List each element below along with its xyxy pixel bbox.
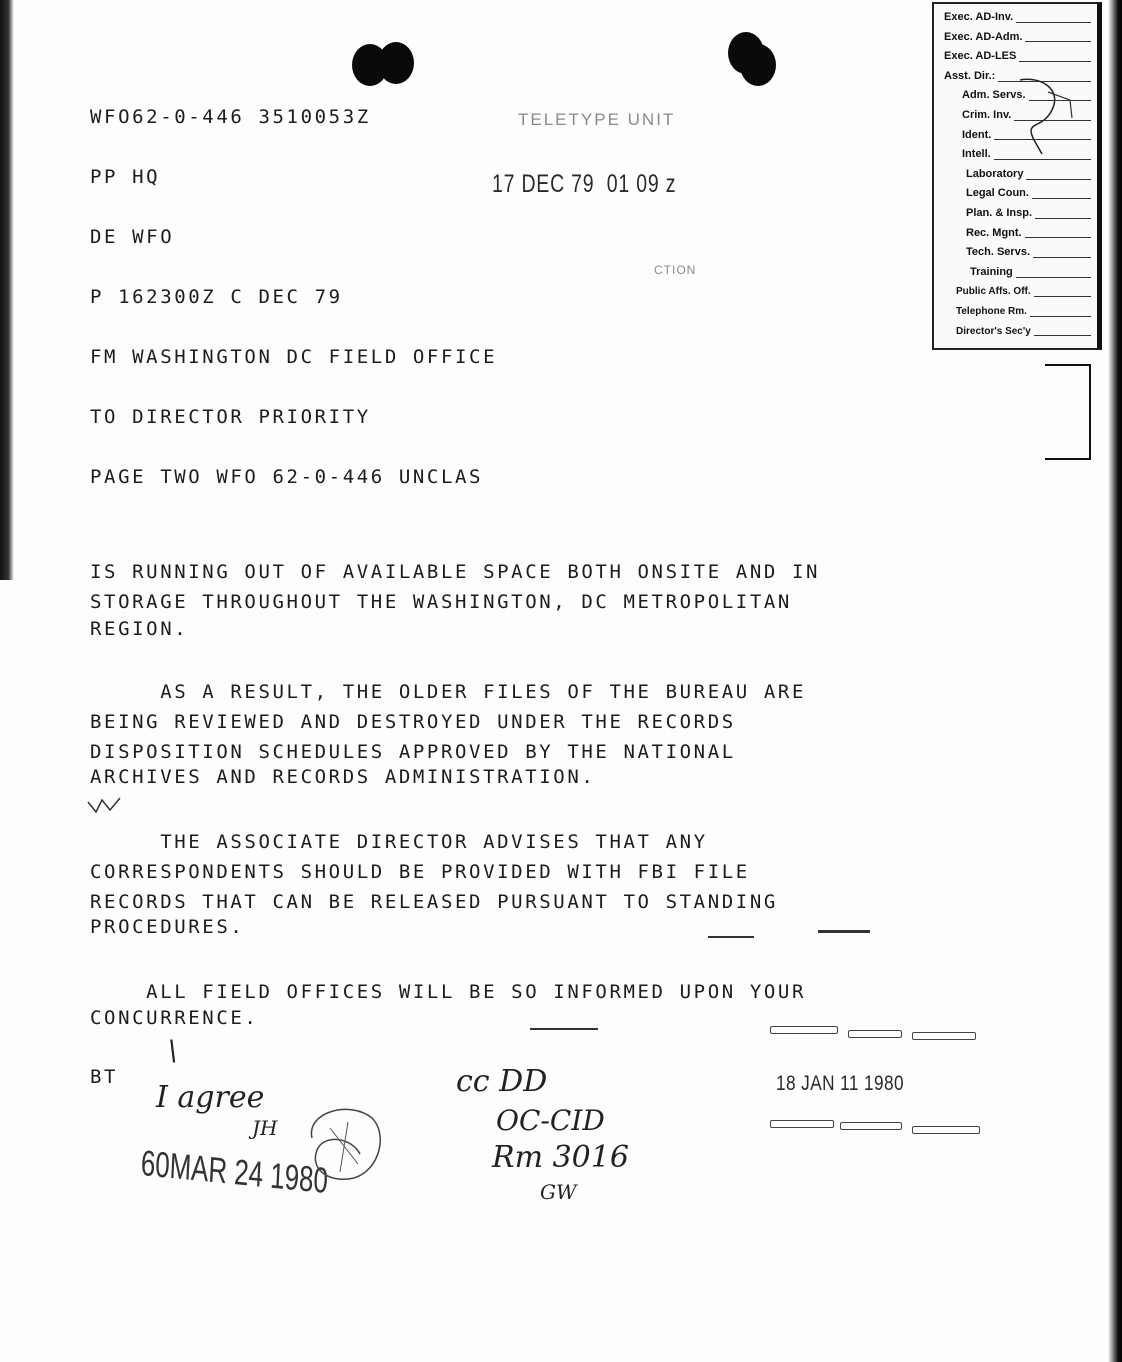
page-line: PAGE TWO WFO 62-0-446 UNCLAS [90, 466, 484, 488]
handwritten-room: Rm 3016 [492, 1140, 629, 1175]
routing-item: Exec. AD-Inv. [944, 8, 1091, 28]
priority-line: P 162300Z C DEC 79 [90, 286, 343, 308]
routing-item: Ident. [944, 126, 1091, 146]
section-stamp: CTION [654, 263, 697, 277]
body-line: BEING REVIEWED AND DESTROYED UNDER THE RECORDS [90, 711, 736, 733]
jan-date-stamp: 18 JAN 11 1980 [776, 1072, 904, 1095]
body-line: ALL FIELD OFFICES WILL BE SO INFORMED UPON YOUR [90, 981, 806, 1003]
scan-edge-left [0, 0, 14, 580]
teletype-unit-stamp: TELETYPE UNIT [518, 110, 676, 129]
scan-edge-right [1108, 0, 1122, 1362]
handwritten-initials: JH [252, 1116, 278, 1140]
body-line: PROCEDURES. [90, 916, 245, 938]
handwritten-agree-note: I agree [156, 1080, 265, 1115]
body-line: CONCURRENCE. [90, 1007, 259, 1029]
ink-mark [530, 1028, 598, 1030]
routing-item: Tech. Servs. [944, 243, 1091, 263]
break-line: BT [90, 1066, 119, 1088]
mar-date-stamp: 60MAR 24 1980 [139, 1142, 329, 1202]
routing-line: PP HQ [90, 166, 161, 188]
body-line: ARCHIVES AND RECORDS ADMINISTRATION. [90, 766, 596, 788]
punch-hole [378, 42, 414, 84]
from-line: FM WASHINGTON DC FIELD OFFICE [90, 346, 498, 368]
body-line: AS A RESULT, THE OLDER FILES OF THE BUREAU ARE [90, 681, 806, 703]
routing-item: Adm. Servs. [944, 86, 1091, 106]
routing-item: Director's Sec'y [944, 322, 1091, 342]
routing-item: Rec. Mgnt. [944, 224, 1091, 244]
body-line: RECORDS THAT CAN BE RELEASED PURSUANT TO STANDING [90, 891, 778, 913]
handwritten-mark: \ [168, 1034, 178, 1067]
handwritten-cc-note: cc DD [456, 1064, 548, 1099]
ink-mark [708, 936, 754, 938]
body-line: DISPOSITION SCHEDULES APPROVED BY THE NATIONAL [90, 741, 736, 763]
body-line: CORRESPONDENTS SHOULD BE PROVIDED WITH FBI FILE [90, 861, 750, 883]
routing-item: Exec. AD-LES [944, 47, 1091, 67]
body-line: REGION. [90, 618, 189, 640]
stamp-border-mark [912, 1126, 980, 1134]
punch-hole [740, 44, 776, 86]
checkmark-mark [86, 796, 126, 816]
routing-item: Legal Coun. [944, 184, 1091, 204]
to-line: TO DIRECTOR PRIORITY [90, 406, 371, 428]
routing-item: Intell. [944, 145, 1091, 165]
routing-item: Telephone Rm. [944, 302, 1091, 322]
body-line: IS RUNNING OUT OF AVAILABLE SPACE BOTH ONSITE AND IN [90, 561, 821, 583]
routing-item: Crim. Inv. [944, 106, 1091, 126]
message-id: WFO62-0-446 3510053Z [90, 106, 371, 128]
handwritten-initials-2: GW [540, 1180, 577, 1204]
body-line: THE ASSOCIATE DIRECTOR ADVISES THAT ANY [90, 831, 708, 853]
received-time-stamp: 17 DEC 79 01 09 z [492, 170, 677, 198]
handwritten-oc-cid: OC-CID [496, 1104, 605, 1137]
routing-item: Public Affs. Off. [944, 282, 1091, 302]
routing-item: Exec. AD-Adm. [944, 28, 1091, 48]
stamp-border-mark [770, 1120, 834, 1128]
routing-item: Asst. Dir.: [944, 67, 1091, 87]
stamp-border-mark [770, 1026, 838, 1034]
stamp-border-mark [840, 1122, 902, 1130]
ink-mark [818, 930, 870, 933]
scribble-mark [300, 1098, 390, 1190]
bracket-mark [1045, 364, 1091, 460]
stamp-border-mark [848, 1030, 902, 1038]
routing-checkmark [1012, 70, 1082, 160]
stamp-border-mark [912, 1032, 976, 1040]
body-line: STORAGE THROUGHOUT THE WASHINGTON, DC METROPOLITAN [90, 591, 792, 613]
routing-slip-box [932, 2, 1102, 350]
routing-item: Training [944, 263, 1091, 283]
routing-item: Plan. & Insp. [944, 204, 1091, 224]
routing-item: Laboratory [944, 165, 1091, 185]
de-line: DE WFO [90, 226, 175, 248]
